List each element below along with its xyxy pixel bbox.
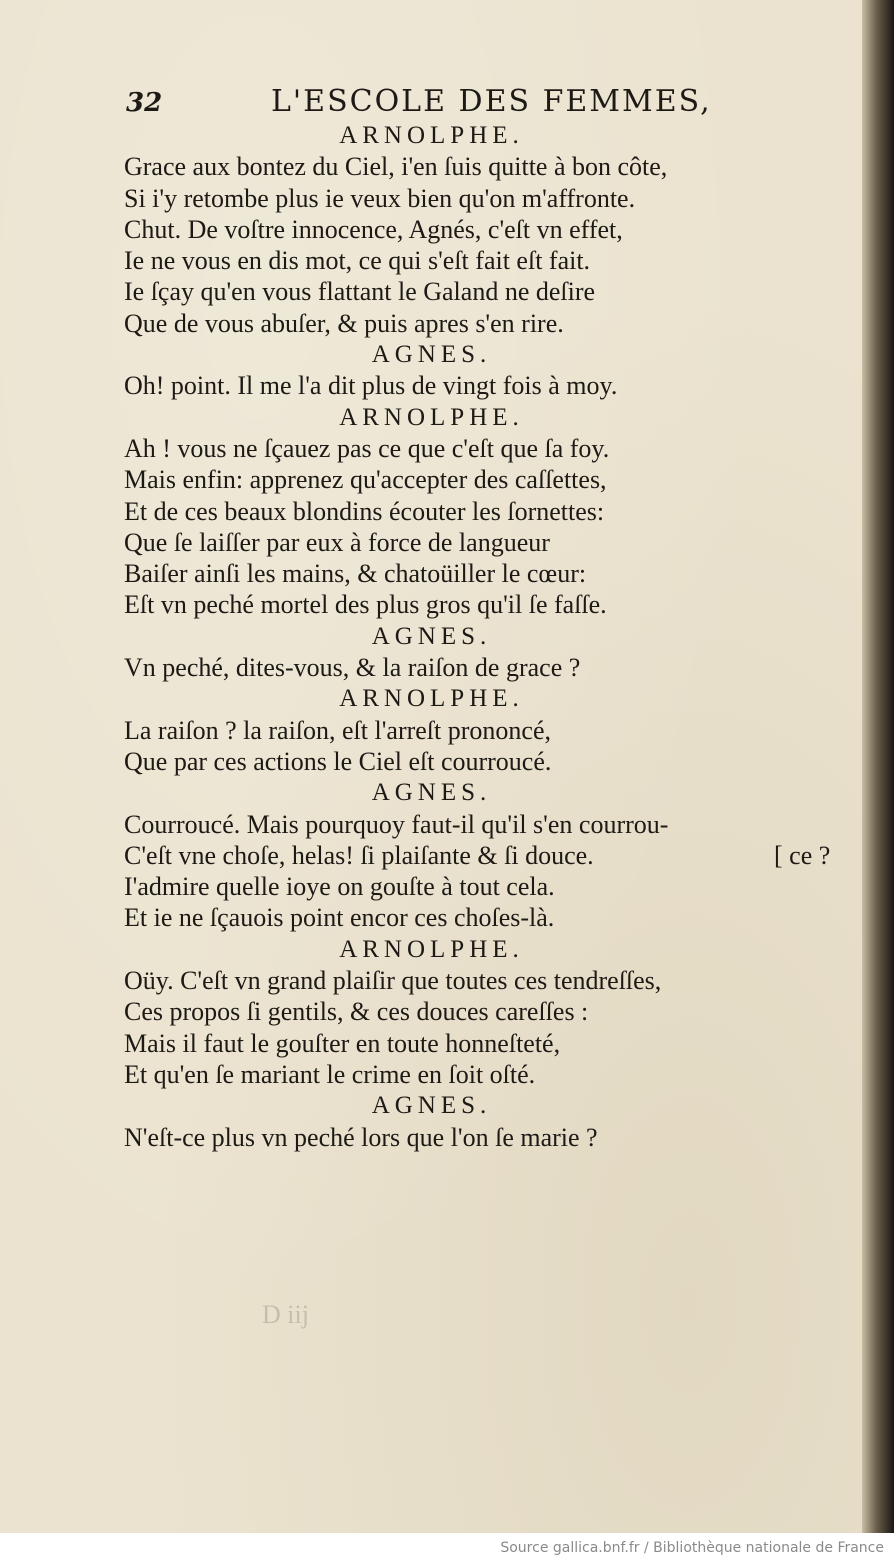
- source-credit: Source gallica.bnf.fr / Bibliothèque nationale de France: [500, 1540, 884, 1556]
- margin-continuation: [ ce ?: [774, 840, 831, 870]
- verse-line: Et ie ne ſçauois point encor ces choſes-là.: [124, 903, 555, 933]
- verse-line: Oüy. C'eſt vn grand plaiſir que toutes ces tendreſſes,: [124, 966, 662, 996]
- verse-line: Que par ces actions le Ciel eſt courroucé.: [124, 746, 552, 776]
- binding-gutter: [862, 0, 894, 1533]
- verse-line: Grace aux bontez du Ciel, i'en ſuis quitte à bon côte,: [124, 152, 668, 182]
- speaker-name: ARNOLPHE.: [339, 685, 524, 713]
- verse-line: I'admire quelle ioye on gouſte à tout cela.: [124, 872, 555, 902]
- verse-line: Si i'y retombe plus ie veux bien qu'on m'affronte.: [124, 183, 636, 213]
- speaker-name: AGNES.: [371, 341, 492, 369]
- verse-line: Mais il faut le gouſter en toute honneſteté,: [124, 1028, 561, 1058]
- speaker-name: AGNES.: [371, 1092, 492, 1120]
- verse-line: C'eſt vne choſe, helas! ſi plaiſante & ſi douce.: [124, 840, 594, 870]
- verse-line: La raiſon ? la raiſon, eſt l'arreſt prononcé,: [124, 715, 551, 745]
- verse-line: Que de vous abuſer, & puis apres s'en rire.: [124, 308, 564, 338]
- verse-line: Mais enfin: apprenez qu'accepter des caſſettes,: [124, 465, 607, 495]
- speaker-name: ARNOLPHE.: [339, 122, 524, 149]
- play-text: [124, 120, 864, 1153]
- speaker-name: ARNOLPHE.: [339, 403, 524, 431]
- speaker-name: AGNES.: [371, 622, 492, 650]
- verse-line: Chut. De voſtre innocence, Agnés, c'eſt vn effet,: [124, 214, 623, 244]
- speaker-name: ARNOLPHE.: [339, 935, 524, 963]
- verse-line: Courroucé. Mais pourquoy faut-il qu'il s'en courrou-: [124, 809, 669, 839]
- verse-line: N'eſt-ce plus vn peché lors que l'on ſe marie ?: [124, 1122, 598, 1152]
- verse-line: Et qu'en ſe mariant le crime en ſoit oſté.: [124, 1059, 536, 1089]
- verse-line: Baiſer ainſi les mains, & chatoüiller le cœur:: [124, 559, 587, 589]
- verse-line: Oh! point. Il me l'a dit plus de vingt fois à moy.: [124, 371, 618, 401]
- page-number: 32: [126, 88, 163, 118]
- verse-line: Que ſe laiſſer par eux à force de langueur: [124, 527, 550, 557]
- verse-line: Ah ! vous ne ſçauez pas ce que c'eſt que ſa foy.: [124, 433, 610, 463]
- signature-mark: D iij: [262, 1300, 309, 1329]
- verse-line: Vn peché, dites-vous, & la raiſon de grace ?: [124, 653, 581, 683]
- verse-line: Et de ces beaux blondins écouter les ſornettes:: [124, 496, 605, 526]
- verse-line: Ie ſçay qu'en vous flattant le Galand ne deſire: [124, 277, 596, 307]
- verse-line: Eſt vn peché mortel des plus gros qu'il ſe faſſe.: [124, 590, 607, 620]
- verse-line: Ie ne vous en dis mot, ce qui s'eſt fait eſt fait.: [124, 246, 591, 276]
- speaker-name: AGNES.: [371, 779, 492, 807]
- footer-bar: [0, 1533, 894, 1565]
- running-title: L'ESCOLE DES FEMMES,: [271, 84, 712, 119]
- verse-line: Ces propos ſi gentils, & ces douces careſſes :: [124, 997, 589, 1027]
